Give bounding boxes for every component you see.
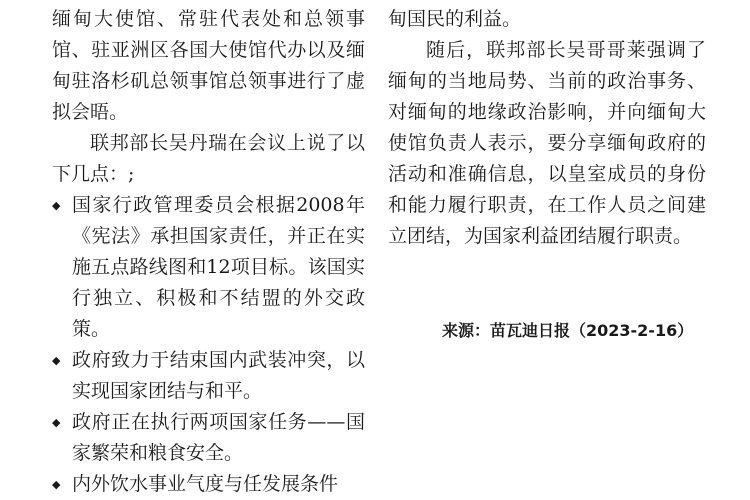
list-item-text: 政府正在执行两项国家任务——国家繁荣和粮食安全。: [72, 411, 365, 464]
diamond-bullet-icon: ◆: [52, 416, 61, 429]
diamond-bullet-icon: ◆: [52, 478, 61, 491]
paragraph: 缅甸大使馆、常驻代表处和总领事馆、驻亚洲区各国大使馆代办以及缅甸驻洛杉矶总领事馆总领事进行了虚拟会晤。: [52, 8, 365, 123]
paragraph: 甸国民的利益。: [388, 8, 522, 30]
bullet-list: [52, 190, 365, 500]
right-column: [388, 4, 706, 252]
list-item-text: 国家行政管理委员会根据2008年《宪法》承担国家责任，并正在实施五点路线图和12项目标。该国实行独立、积极和不结盟的外交政策。: [72, 194, 365, 340]
list-item: [52, 190, 365, 345]
list-item-text: 政府致力于结束国内武装冲突，以实现国家团结与和平。: [72, 349, 365, 402]
list-item: [52, 345, 365, 407]
list-item-text: 内外饮水事业气度与任发展条件: [72, 473, 339, 495]
list-item: [52, 469, 365, 500]
diamond-bullet-icon: ◆: [52, 354, 61, 367]
paragraph: 联邦部长吴丹瑞在会议上说了以下几点：;: [52, 132, 365, 185]
diamond-bullet-icon: ◆: [52, 199, 61, 212]
source-citation: 来源：苗瓦迪日报（2023-2-16）: [442, 321, 694, 340]
left-column: [52, 4, 365, 500]
paragraph: 随后，联邦部长吴哥哥莱强调了缅甸的当地局势、当前的政治事务、对缅甸的地缘政治影响，并向缅甸大使馆负责人表示，要分享缅甸政府的活动和准确信息，以皇室成员的身份和能力履行职责，在工作人员之间建立团结，为国家利益团结履行职责。: [388, 39, 706, 247]
